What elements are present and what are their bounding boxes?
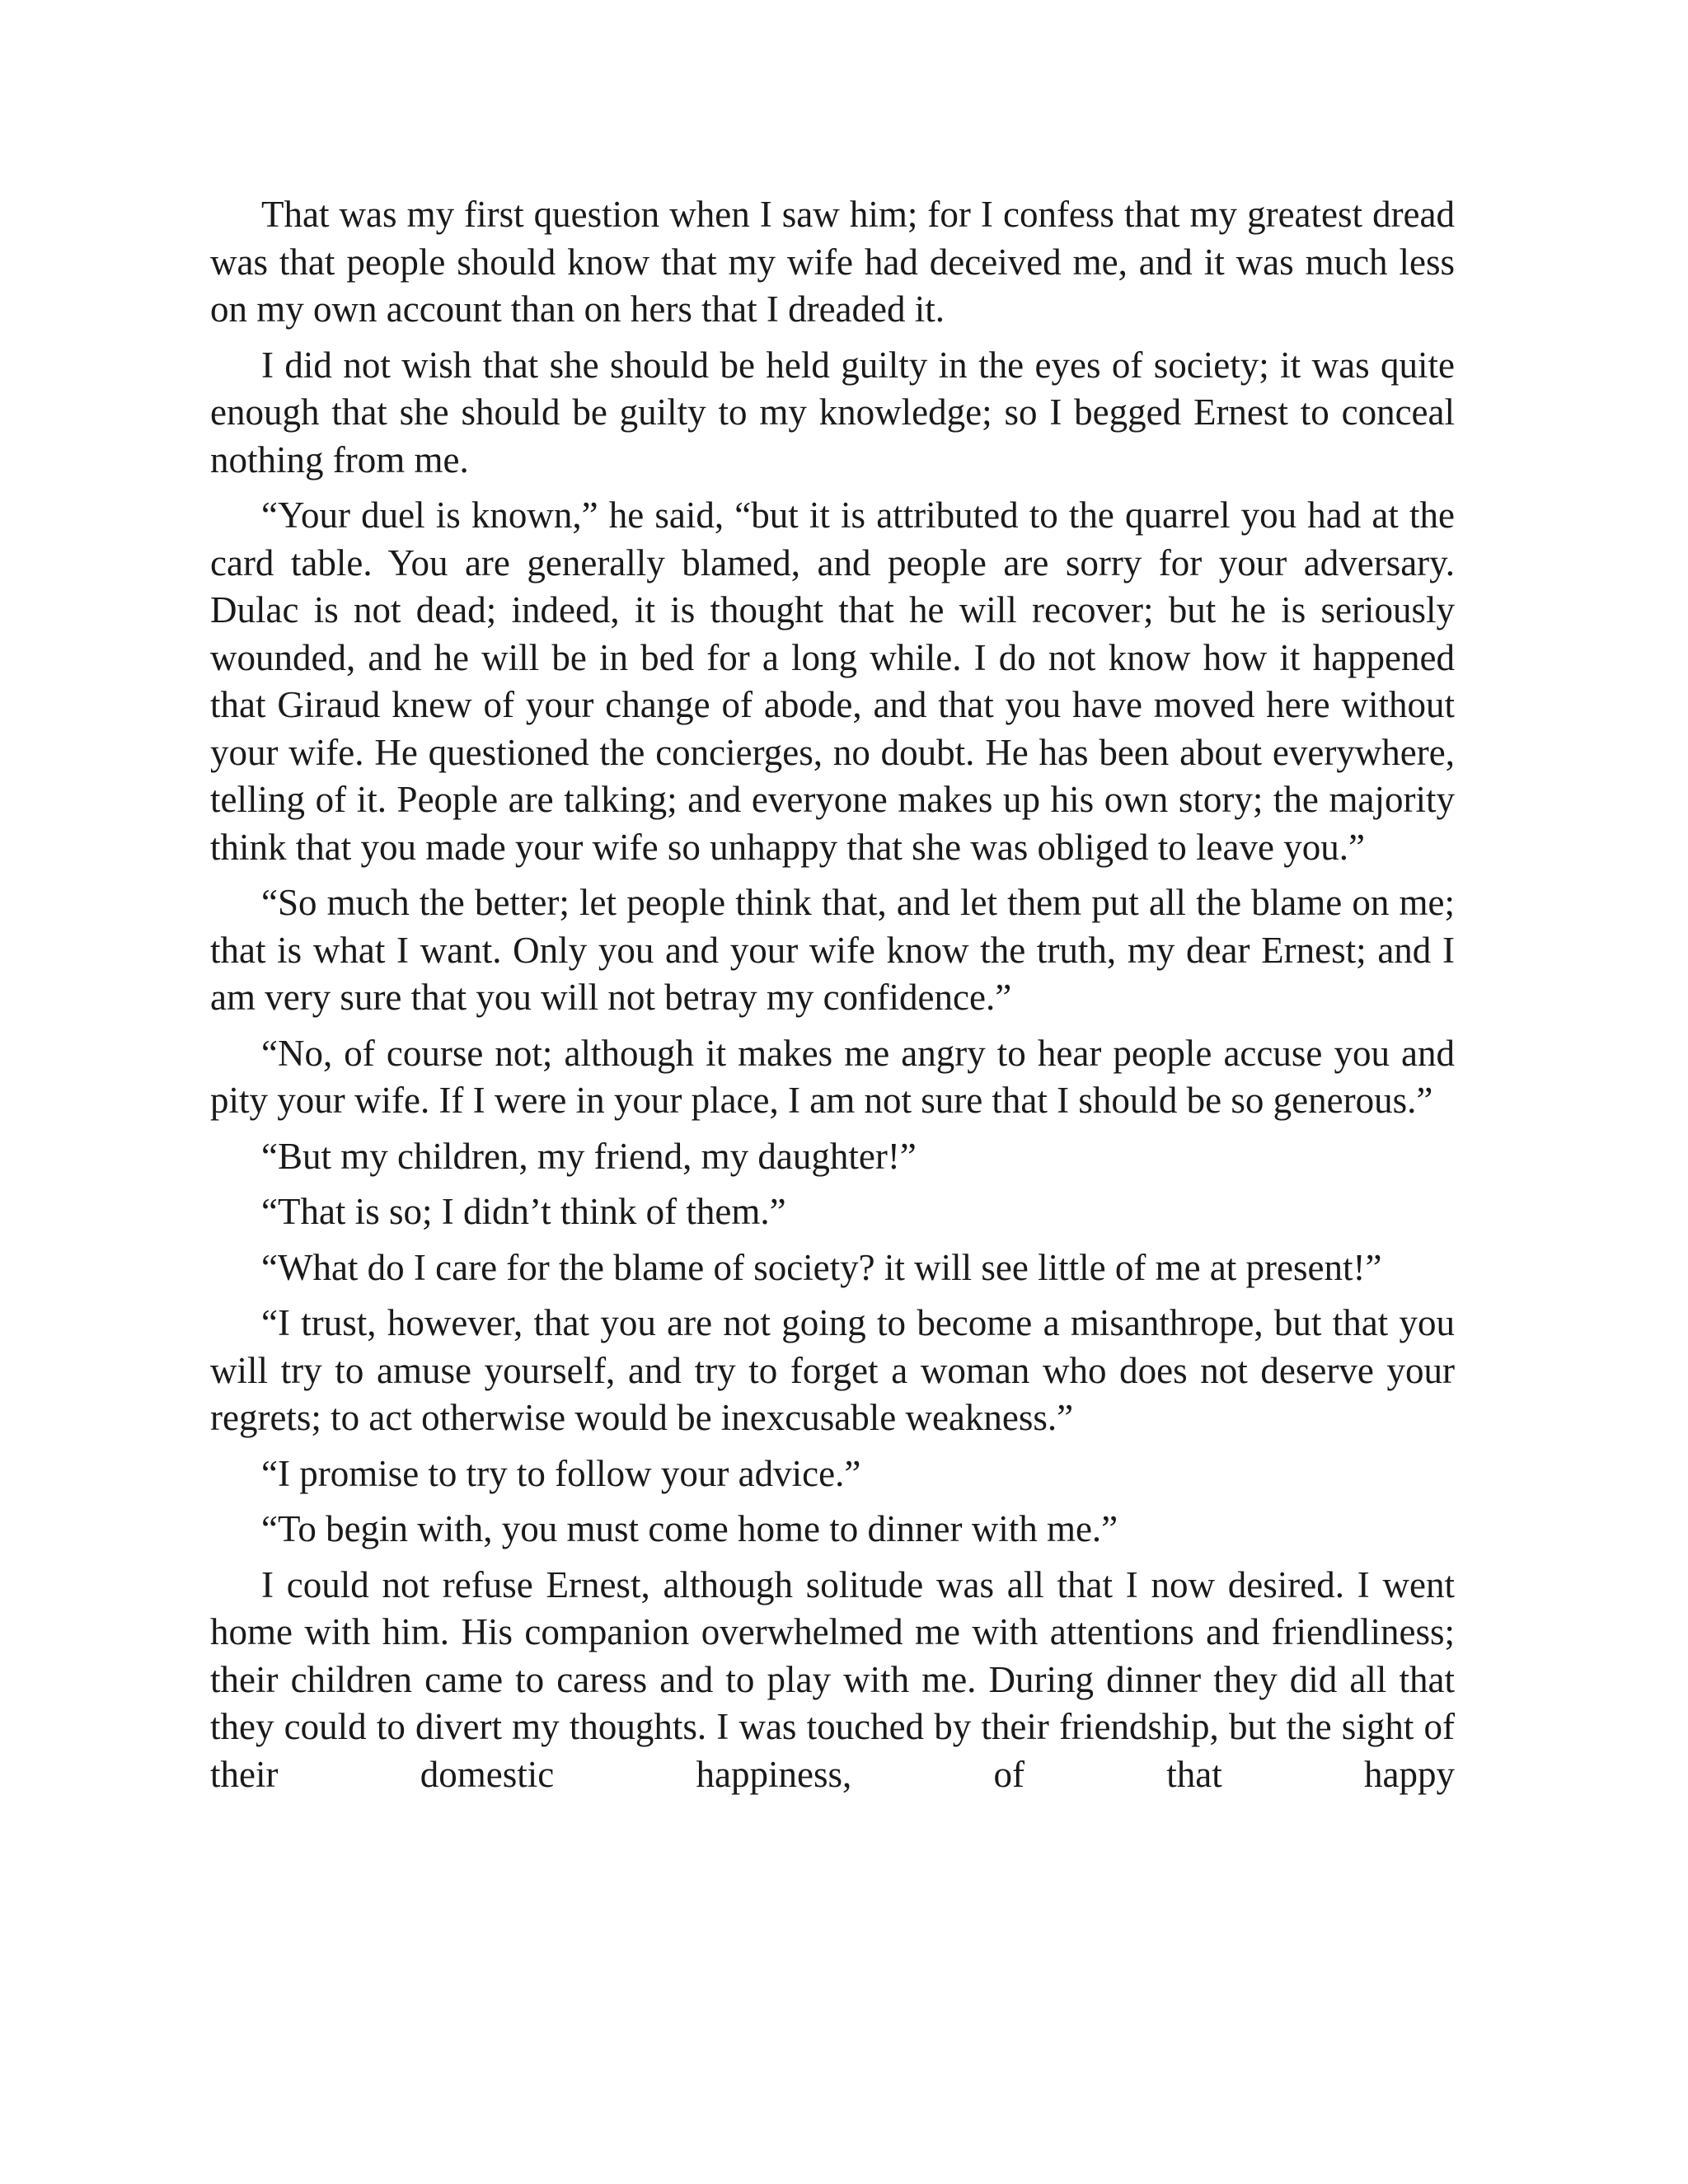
paragraph: “No, of course not; although it makes me angry to hear people accuse you and pity your wife. If I were in your place, I am not sure that I should be so generous.”: [210, 1032, 1455, 1121]
paragraph: “That is so; I didn’t think of them.”: [261, 1191, 786, 1232]
paragraph: I could not refuse Ernest, although solitude was all that I now desired. I went home with him. His companion overwhelmed me with attentions and friendliness; their children came to caress and to play with me. During dinner they did all that they could to divert my thoughts. I was touched by their friendship, but the sight of their domestic happiness, of that happy: [210, 1563, 1455, 1795]
paragraph: “So much the better; let people think that, and let them put all the blame on me; that is what I want. Only you and your wife know the truth, my dear Ernest; and I am very sure that you will not betray my confidence.”: [210, 882, 1455, 1018]
paragraph: I did not wish that she should be held guilty in the eyes of society; it was quite enough that she should be guilty to my knowledge; so I begged Ernest to conceal nothing from me.: [210, 344, 1455, 480]
paragraph: “To begin with, you must come home to dinner with me.”: [261, 1508, 1118, 1549]
paragraph: “Your duel is known,” he said, “but it is attributed to the quarrel you had at the card table. You are generally blamed, and people are sorry for your adversary. Dulac is not dead; indeed, it is thought that he will recover; but he is seriously wounded, and he will be in bed for a long while. I do not know how it happened that Giraud knew of your change of abode, and that you have moved here without your wife. He questioned the concierges, no doubt. He has been about everywhere, telling of it. People are talking; and everyone makes up his own story; the majority think that you made your wife so unhappy that she was obliged to leave you.”: [210, 494, 1455, 868]
paragraph: “But my children, my friend, my daughter!”: [261, 1135, 917, 1177]
paragraph: “What do I care for the blame of society? it will see little of me at present!”: [261, 1246, 1382, 1288]
paragraph: “I trust, however, that you are not going to become a misanthrope, but that you will try to amuse yourself, and try to forget a woman who does not deserve your regrets; to act otherwise would be inexcusable weakness.”: [210, 1302, 1455, 1438]
paragraph: “I promise to try to follow your advice.”: [261, 1452, 861, 1494]
page-body: [210, 191, 1455, 1807]
paragraph: That was my first question when I saw him; for I confess that my greatest dread was that people should know that my wife had deceived me, and it was much less on my own account than on hers that I dreaded it.: [210, 194, 1455, 330]
